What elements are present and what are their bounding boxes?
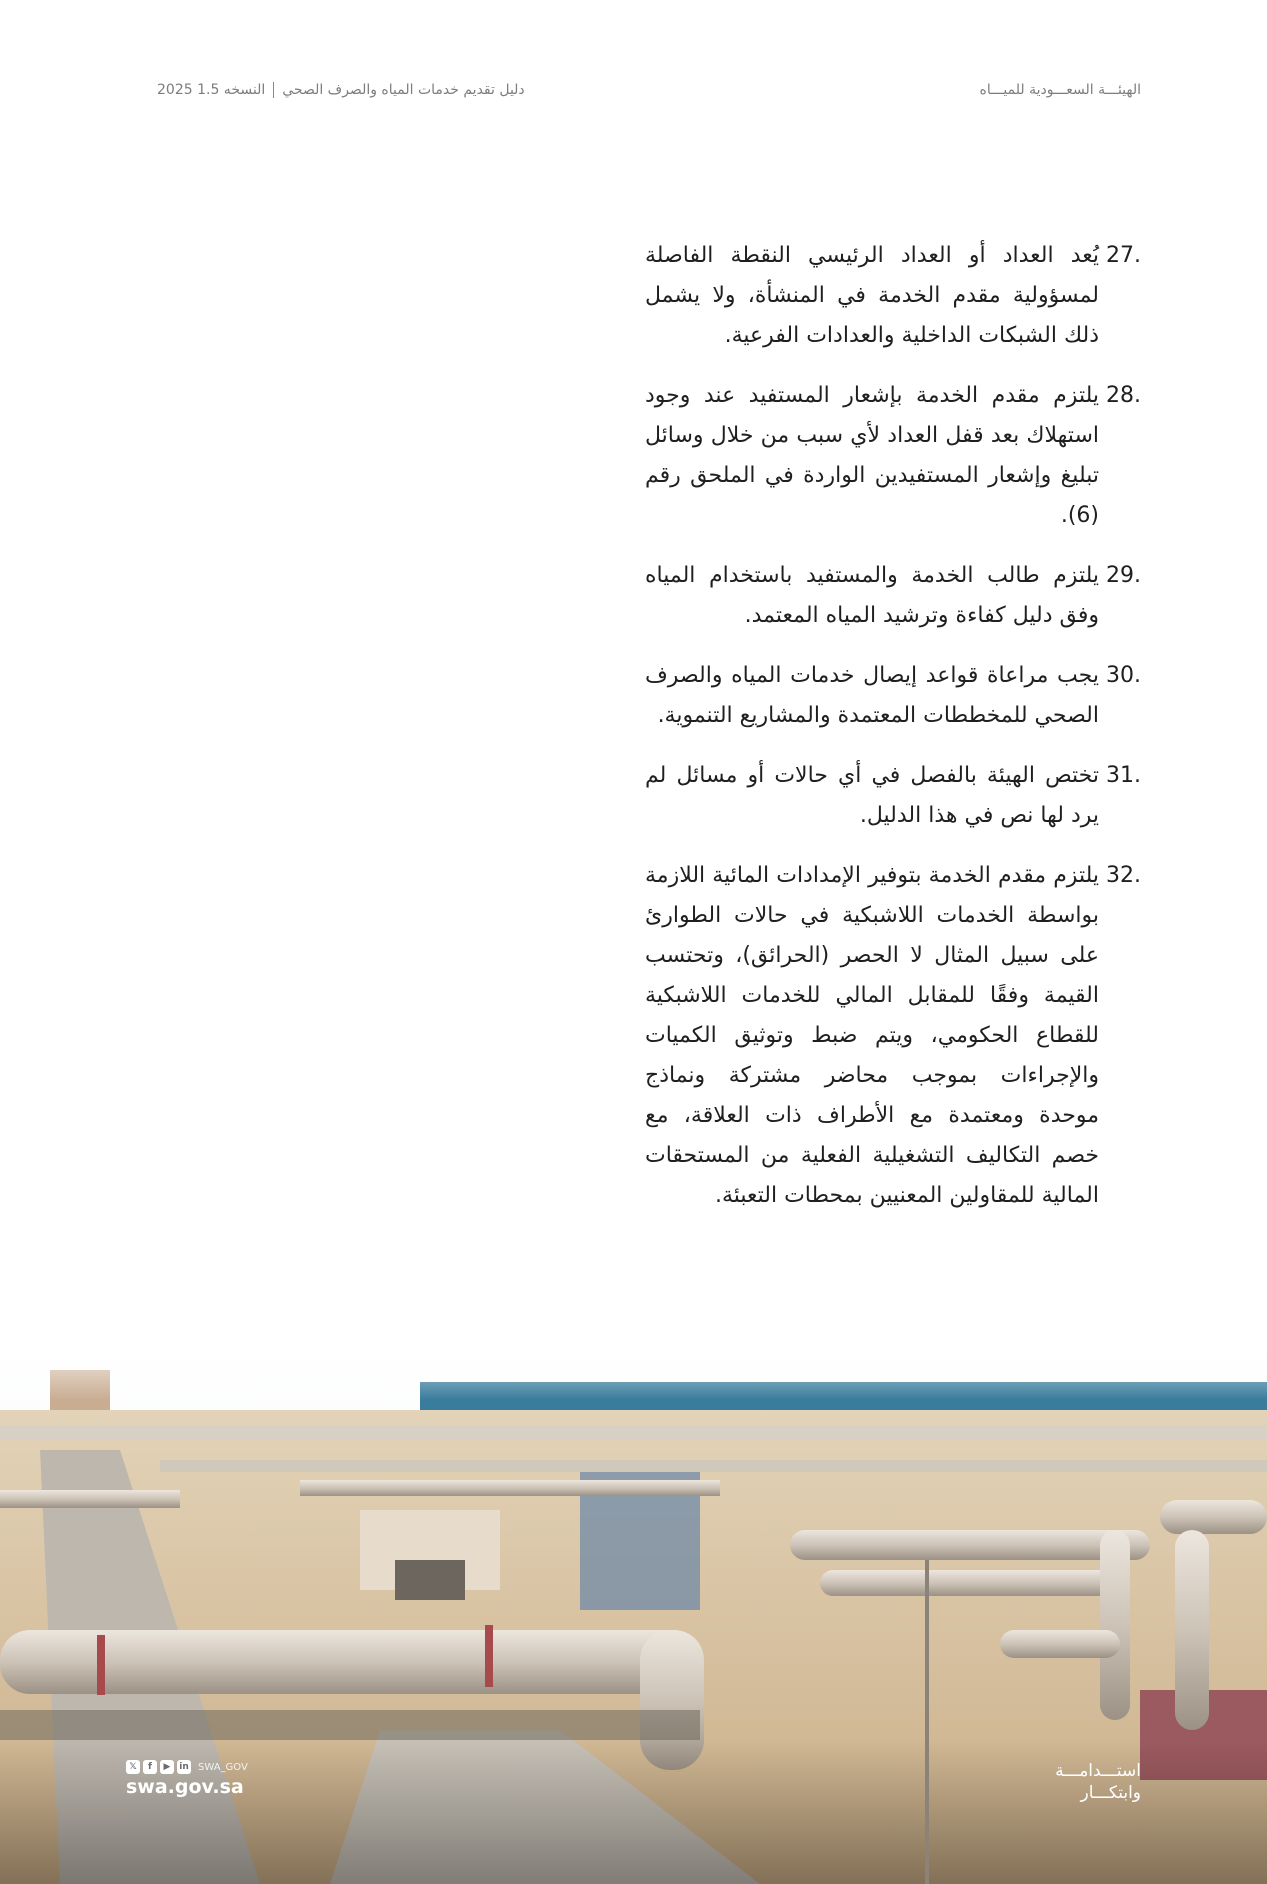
clause-item: [645, 376, 1141, 536]
clause-item: [645, 236, 1141, 356]
website-link[interactable]: swa.gov.sa: [126, 1776, 244, 1798]
x-icon[interactable]: 𝕏: [126, 1760, 140, 1774]
clause-number: 32.: [1106, 863, 1141, 888]
pipe: [1160, 1500, 1267, 1534]
clause-text: يلتزم مقدم الخدمة بإشعار المستفيد عند وجود استهلاك بعد قفل العداد لأي سبب من خلال وسائل تبليغ وإشعار المستفيدين الواردة في الملحق رقم (6).: [645, 383, 1099, 528]
clause-list: [645, 236, 1141, 1236]
document-title: دليل تقديم خدمات المياه والصرف الصحي: [282, 82, 525, 98]
clause-item: [645, 856, 1141, 1216]
facebook-icon[interactable]: f: [143, 1760, 157, 1774]
pipe: [820, 1570, 1120, 1596]
pipe: [1175, 1530, 1209, 1730]
slogan-line: استـــدامـــة: [1055, 1761, 1141, 1781]
document-info: [157, 82, 525, 98]
header-separator: [273, 82, 274, 98]
pipe: [0, 1490, 180, 1508]
pipe: [790, 1530, 1150, 1560]
pipe-bridge: [0, 1710, 700, 1740]
footer-slogan: [1055, 1760, 1141, 1804]
clause-text: يلتزم مقدم الخدمة بتوفير الإمدادات المائية اللازمة بواسطة الخدمات اللاشبكية في حالات الطوارئ على سبيل المثال لا الحصر (الحرائق)، وتحتسب القيمة وفقًا للمقابل المالي للخدمات اللاشبكية للقطاع الحكومي، ويتم ضبط وتوثيق الكميات والإجراءات بموجب محاضر مشتركة ونماذج موحدة ومعتمدة مع الأطراف ذات العلاقة، مع خصم التكاليف التشغيلية الفعلية من المستحقات المالية للمقاولين المعنيين بمحطات التعبئة.: [645, 863, 1099, 1208]
clause-item: [645, 656, 1141, 736]
clause-number: 30.: [1106, 663, 1141, 688]
clause-number: 27.: [1106, 243, 1141, 268]
social-links: [126, 1760, 248, 1774]
clause-item: [645, 756, 1141, 836]
pipe-band: [97, 1635, 105, 1695]
youtube-icon[interactable]: ▶: [160, 1760, 174, 1774]
clause-text: يُعد العداد أو العداد الرئيسي النقطة الفاصلة لمسؤولية مقدم الخدمة في المنشأة، ولا يشمل ذلك الشبكات الداخلية والعدادات الفرعية.: [645, 243, 1099, 348]
clause-text: تختص الهيئة بالفصل في أي حالات أو مسائل لم يرد لها نص في هذا الدليل.: [645, 763, 1099, 828]
pipe: [1100, 1530, 1130, 1720]
clause-text: يلتزم طالب الخدمة والمستفيد باستخدام المياه وفق دليل كفاءة وترشيد المياه المعتمد.: [645, 563, 1099, 628]
organization-name: الهيئـــة السعـــودية للميـــاه: [979, 82, 1141, 98]
social-handle: SWA_GOV: [198, 1761, 248, 1773]
slogan-line: وابتكـــار: [1080, 1783, 1141, 1803]
clause-number: 31.: [1106, 763, 1141, 788]
pipe: [1000, 1630, 1120, 1658]
clause-text: يجب مراعاة قواعد إيصال خدمات المياه والصرف الصحي للمخططات المعتمدة والمشاريع التنموية.: [645, 663, 1099, 728]
top-fade: [0, 1330, 1267, 1400]
building: [395, 1560, 465, 1600]
clause-number: 28.: [1106, 383, 1141, 408]
pipe: [300, 1480, 720, 1496]
clause-item: [645, 556, 1141, 636]
footer-contact: [126, 1760, 248, 1798]
pipe-rack: [160, 1460, 1267, 1472]
clause-number: 29.: [1106, 563, 1141, 588]
page-header: [157, 78, 1141, 102]
linkedin-icon[interactable]: in: [177, 1760, 191, 1774]
lamp-post: [925, 1560, 929, 1884]
document-version: النسخه 1.5 2025: [157, 82, 266, 98]
pipe-rack: [0, 1425, 1267, 1439]
pipe-band: [485, 1625, 493, 1687]
